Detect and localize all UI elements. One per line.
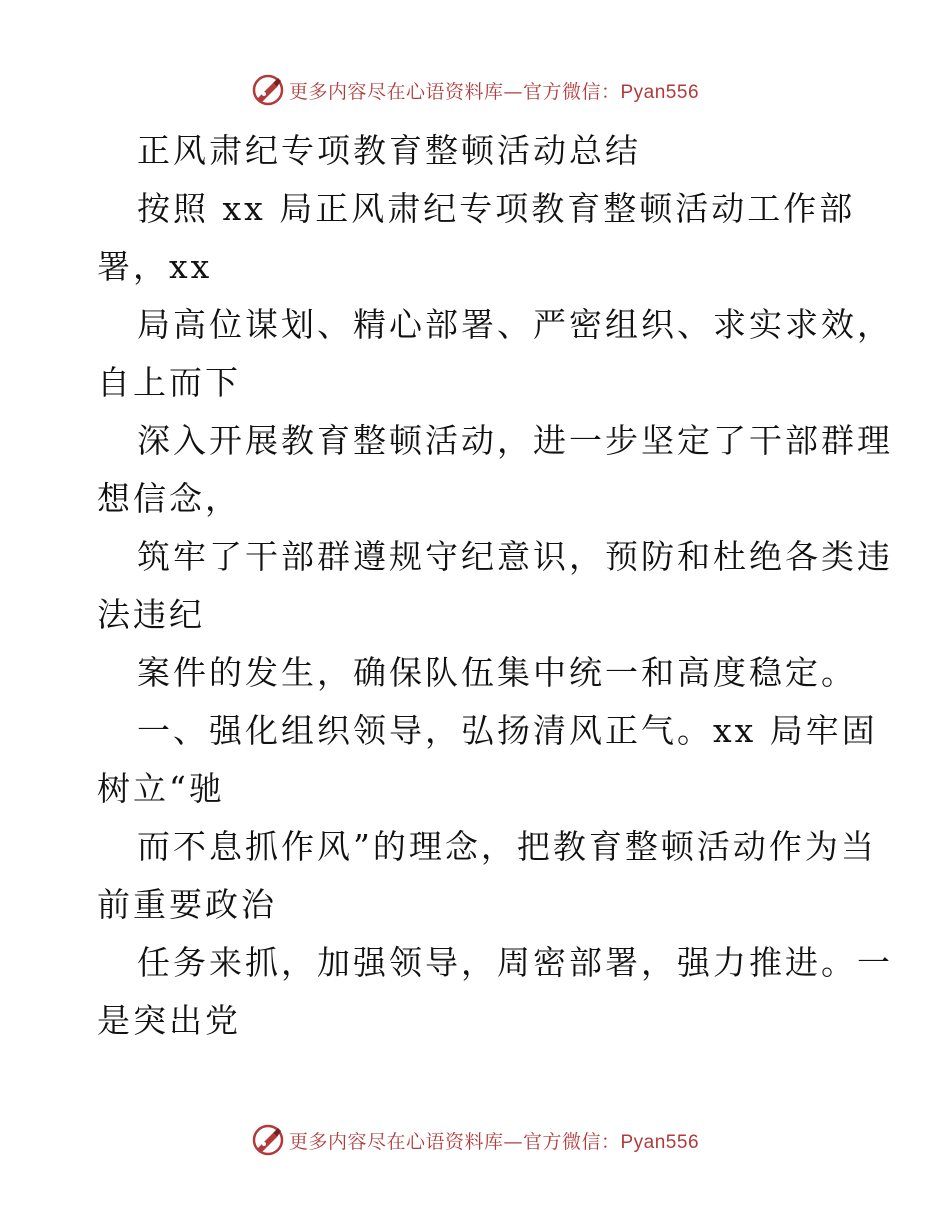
footer-watermark-banner [0,1120,950,1160]
paragraph-line: 筑牢了干部群遵规守纪意识，预防和杜绝各类违 [137,537,893,576]
paragraph-line: 深入开展教育整顿活动，进一步坚定了干部群理 [137,421,893,460]
section-heading-line: 一、强化组织领导，弘扬清风正气。xx 局牢固 [137,711,878,750]
paragraph-line: 法违纪 [97,595,205,634]
paragraph-line: 局高位谋划、精心部署、严密组织、求实求效， [137,305,893,344]
document-body [97,122,893,1050]
wechat-id: Pyan556 [620,1131,700,1153]
paragraph-line: 按照 xx 局正风肃纪专项教育整顿活动工作部 [137,189,856,228]
pen-logo-icon [251,73,285,107]
banner-text: 更多内容尽在心语资料库—官方微信：Pyan556 [288,1130,700,1153]
banner-text: 更多内容尽在心语资料库—官方微信：Pyan556 [288,80,700,103]
pen-logo-icon [251,1123,285,1157]
paragraph-line: 树立“驰 [97,769,225,808]
paragraph-line: 署，xx [97,247,213,286]
paragraph-line: 前重要政治 [97,885,277,924]
wechat-id: Pyan556 [620,81,700,103]
document-title: 正风肃纪专项教育整顿活动总结 [137,131,641,170]
paragraph-line: 想信念， [97,479,241,518]
paragraph-line: 任务来抓，加强领导，周密部署，强力推进。一 [137,943,893,982]
header-watermark-banner [0,70,950,110]
paragraph-line: 是突出党 [97,1001,241,1040]
paragraph-line: 自上而下 [97,363,241,402]
paragraph-line: 案件的发生，确保队伍集中统一和高度稳定。 [137,653,857,692]
paragraph-line: 而不息抓作风”的理念，把教育整顿活动作为当 [137,827,877,866]
